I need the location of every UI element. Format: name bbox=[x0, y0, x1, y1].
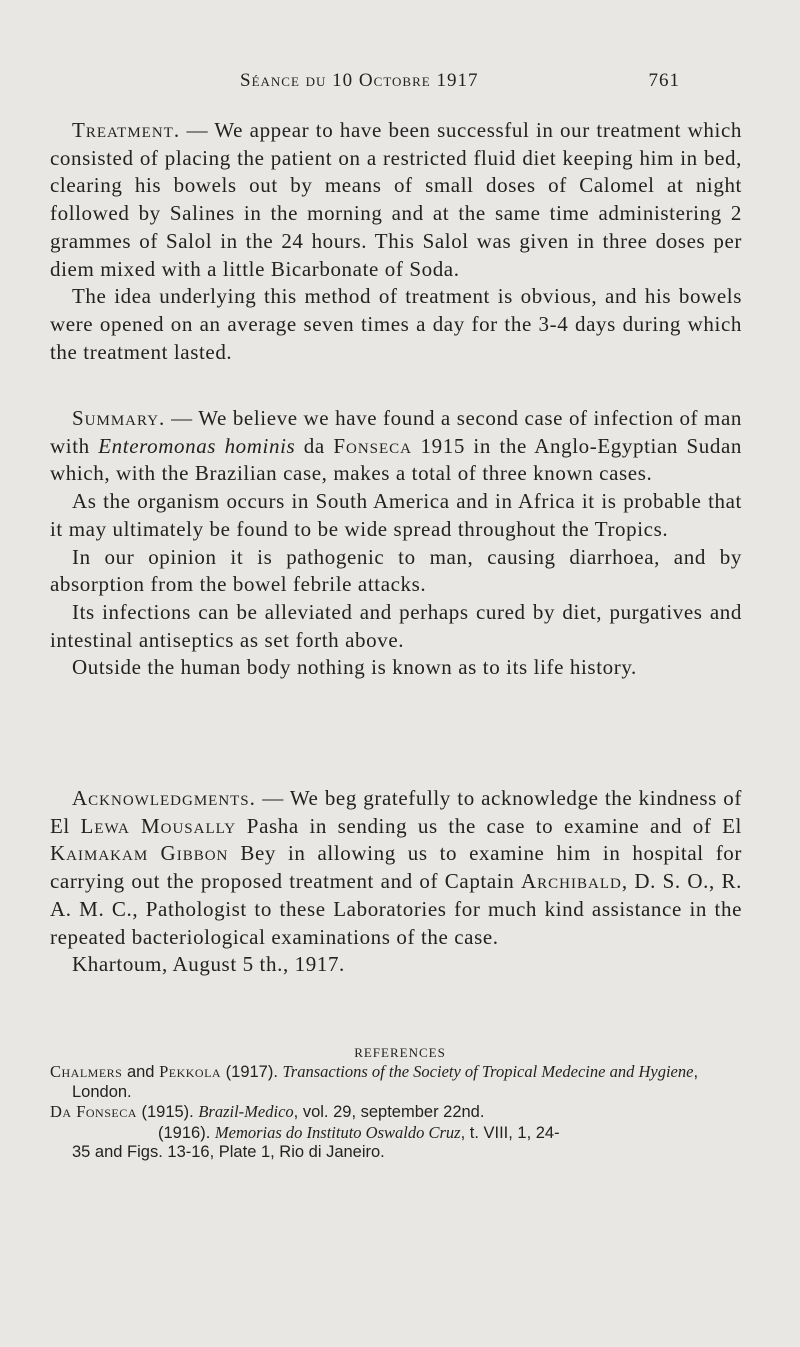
ref-year: (1915). bbox=[136, 1103, 199, 1121]
summary-text-c: 1915 in the Anglo-Egyptian Sudan which, with the Brazilian case, makes a total of three known cases. bbox=[50, 433, 742, 486]
page-number: 761 bbox=[648, 70, 680, 91]
summary-text-a: — We believe we have found a second case of infection of man with bbox=[50, 406, 742, 458]
ref-year: (1917). bbox=[221, 1063, 283, 1081]
ref-year: (1916). bbox=[158, 1123, 215, 1142]
acknowledgments-paragraph bbox=[50, 785, 742, 951]
ack-text-4: , D. S. O., R. A. M. C., Pathologist to these Laboratories for much kind assistance in the repeated bacteriological examinations of the case. bbox=[50, 869, 743, 949]
summary-paragraph-2: As the organism occurs in South America and in Africa it is probable that it may ultimately be found to be wide spread throughout the Tropics. bbox=[50, 489, 742, 541]
summary-paragraph-3: In our opinion it is pathogenic to man, causing diarrhoea, and by absorption from the bowel febrile attacks. bbox=[50, 544, 742, 597]
ack-text-1: — We beg gratefully to acknowledge the kindness of El bbox=[50, 786, 742, 838]
ref-place: , London. bbox=[72, 1063, 699, 1101]
ack-text-2: Pasha in sending us the case to examine and of El bbox=[236, 813, 742, 838]
ref-details-continued: 35 and Figs. 13-16, Plate 1, Rio di Janeiro. bbox=[72, 1143, 385, 1161]
ref-title: Memorias do Instituto Oswaldo Cruz bbox=[214, 1122, 461, 1142]
ref-and: and bbox=[122, 1063, 160, 1081]
ref-title: Transactions of the Society of Tropical Medecine and Hygiene bbox=[282, 1062, 694, 1081]
summary-section bbox=[50, 405, 742, 682]
ref-author: Chalmers bbox=[50, 1062, 123, 1081]
treatment-paragraph-2: The idea underlying this method of treatment is obvious, and his bowels were opened on an average seven times a day for the 3-4 days during which the treatment lasted. bbox=[50, 284, 742, 364]
ref-title: Brazil-Medico bbox=[198, 1102, 294, 1121]
ack-name-2: Kaimakam Gibbon bbox=[50, 841, 229, 866]
summary-paragraph bbox=[50, 405, 742, 488]
signoff: Khartoum, August 5 th., 1917. bbox=[72, 952, 345, 977]
acknowledgments-section bbox=[50, 785, 742, 979]
species-name: Enteromonas hominis bbox=[98, 433, 296, 458]
ack-name-1: Lewa Mousally bbox=[80, 813, 237, 838]
ack-name-3: Archibald bbox=[520, 869, 622, 894]
references-list bbox=[50, 1062, 750, 1163]
summary-heading: Summary. bbox=[72, 406, 166, 430]
references-title: REFERENCES bbox=[354, 1045, 446, 1060]
acknowledgments-heading: Acknowledgments. bbox=[72, 786, 256, 810]
ref-author: Da Fonseca bbox=[50, 1102, 137, 1121]
reference-item bbox=[50, 1123, 750, 1163]
summary-paragraph-4: Its infections can be alleviated and perhaps cured by diet, purgatives and intestinal antiseptics as set forth above. bbox=[50, 599, 742, 652]
running-title: Séance du 10 Octobre 1917 bbox=[240, 70, 479, 91]
summary-text-b: da bbox=[295, 433, 334, 458]
ref-author-2: Pekkola bbox=[159, 1062, 222, 1081]
treatment-section bbox=[50, 117, 742, 366]
ref-details: , t. VIII, 1, 24- bbox=[460, 1123, 560, 1142]
treatment-text: — We appear to have been successful in our treatment which consisted of placing the patient on a restricted fluid diet keeping him in bed, clearing his bowels out by means of small doses of Calomel at night followed by Salines in the morning and at the same time administering 2 grammes of Salol in the 24 hours. This Salol was given in three doses per diem mixed with a little Bicarbonate of Soda. bbox=[50, 118, 742, 281]
author-fonseca: Fonseca bbox=[333, 433, 413, 458]
ack-text-3: Bey in allowing us to examine him in hospital for carrying out the proposed treatment and of Captain bbox=[50, 841, 742, 894]
reference-item bbox=[50, 1062, 750, 1102]
ref-details: , vol. 29, september 22nd. bbox=[293, 1103, 485, 1121]
treatment-heading: Treatment. bbox=[72, 118, 181, 142]
summary-paragraph-5: Outside the human body nothing is known as to its life history. bbox=[72, 655, 637, 680]
reference-item bbox=[50, 1102, 750, 1123]
page-header bbox=[240, 70, 680, 92]
treatment-paragraph bbox=[50, 117, 742, 283]
